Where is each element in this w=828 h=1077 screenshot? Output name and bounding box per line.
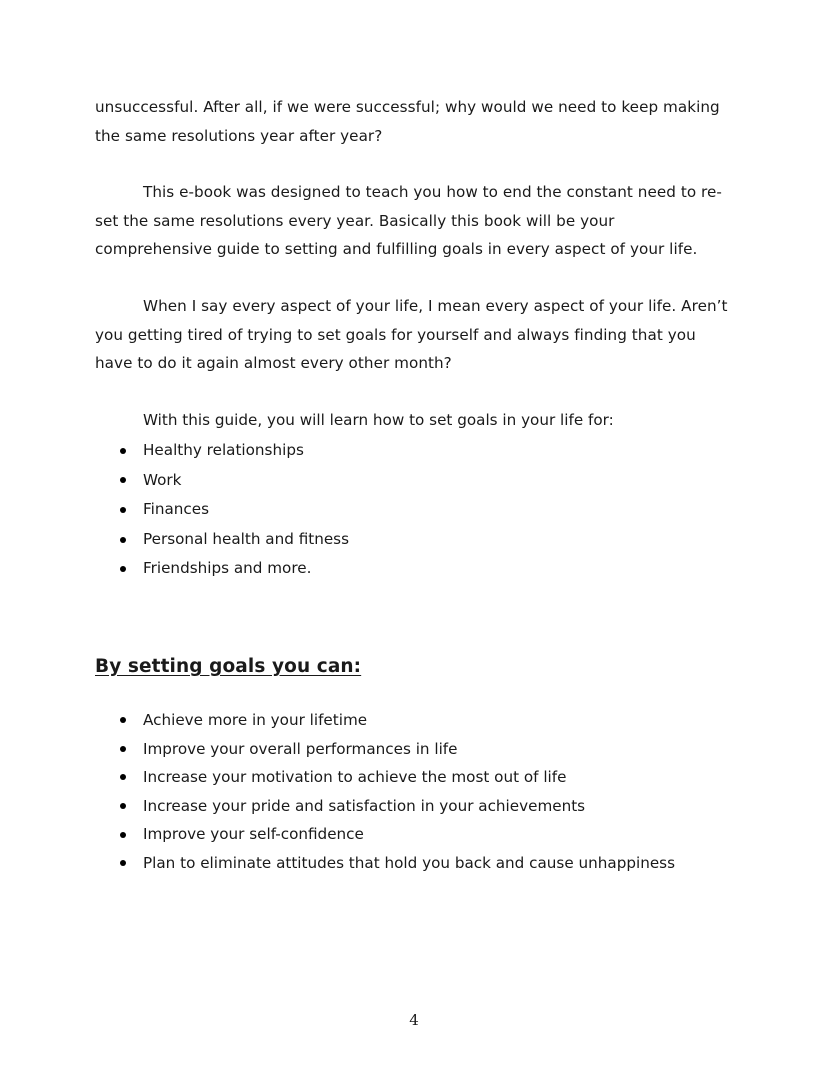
list-item-text: Improve your overall performances in life [143,739,458,758]
list-item [95,820,675,849]
list-item [95,763,675,792]
paragraph-every-aspect [95,292,735,378]
section-heading: By setting goals you can: [95,656,362,677]
list-item [95,466,349,496]
bullet-icon [120,803,126,809]
paragraph-text: When I say every aspect of your life, I mean every aspect of your life. Aren’t you getting tired of trying to set goals for yourself and always finding that you have to do it again almost every other month? [95,297,728,373]
bullet-icon [120,507,126,513]
list-item-text: Personal health and fitness [143,529,350,548]
bullet-icon [120,746,126,752]
bullet-icon [120,448,126,454]
list-item-text: Work [143,470,182,489]
list-item [95,849,675,878]
paragraph-text: unsuccessful. After all, if we were successful; why would we need to keep making the same resolutions year after year? [95,98,720,145]
paragraph-continuation [95,93,735,150]
list-item [95,735,675,764]
bullet-icon [120,774,126,780]
bullet-icon [120,860,126,866]
list-item-text: Finances [143,500,210,519]
list-lead-in: With this guide, you will learn how to set goals in your life for: [143,411,614,429]
list-item-text: Increase your motivation to achieve the most out of life [143,768,567,787]
list-item [95,554,349,584]
life-areas-list [95,436,349,584]
page-number: 4 [409,1011,419,1029]
list-item-text: Increase your pride and satisfaction in your achievements [143,796,586,815]
list-item [95,706,675,735]
paragraph-text: This e-book was designed to teach you how to end the constant need to re-set the same resolutions every year. Basically this book will be your comprehensive guide to setting and fulfilling goals in every aspect of your life. [95,183,722,259]
bullet-icon [120,537,126,543]
paragraph-ebook-purpose [95,178,735,264]
bullet-icon [120,717,126,723]
list-item-text: Improve your self-confidence [143,825,364,844]
list-item [95,525,349,555]
list-item [95,495,349,525]
list-item-text: Plan to eliminate attitudes that hold you back and cause unhappiness [143,853,675,872]
list-item-text: Friendships and more. [143,559,312,578]
bullet-icon [120,477,126,483]
list-item-text: Healthy relationships [143,441,304,459]
list-item [95,436,349,466]
bullet-icon [120,832,126,838]
benefits-list [95,706,675,878]
list-item [95,792,675,821]
bullet-icon [120,566,126,572]
list-item-text: Achieve more in your lifetime [143,711,368,729]
